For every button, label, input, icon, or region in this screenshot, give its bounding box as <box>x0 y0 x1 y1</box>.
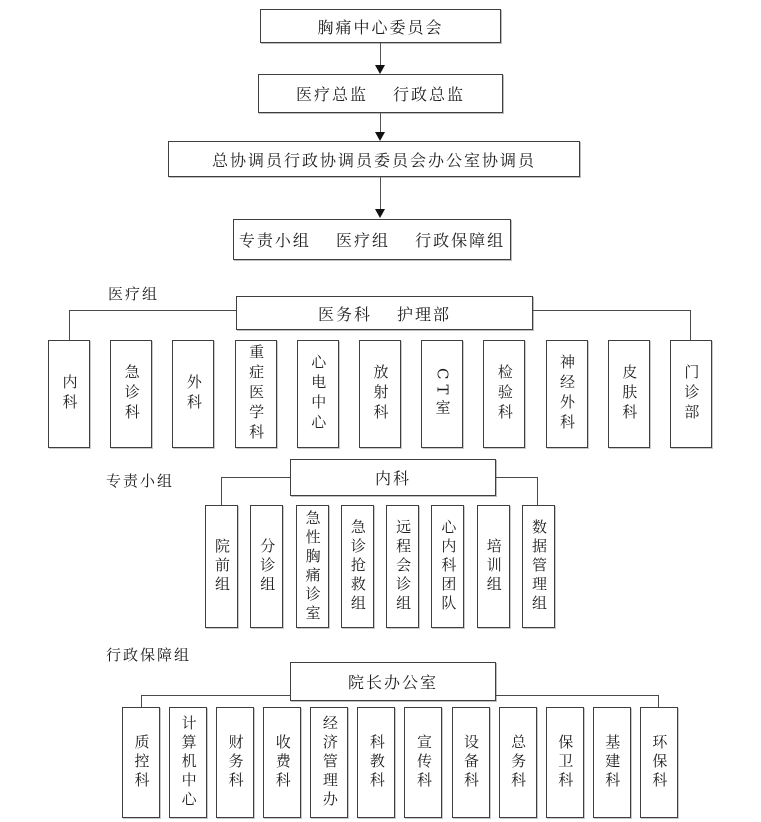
connector-line <box>380 113 381 133</box>
connector-line <box>533 310 691 340</box>
dept-box <box>593 707 631 818</box>
section-label-taskforce: 专责小组 <box>106 472 175 490</box>
medical-dept-row <box>48 340 712 448</box>
dept-box-label: 心电中心 <box>309 354 328 434</box>
dept-box-label: 神经外科 <box>558 354 576 434</box>
down-arrow-icon <box>375 209 385 218</box>
groups-box <box>233 219 511 260</box>
dept-box <box>310 707 348 818</box>
dept-box-label: 环保科 <box>650 734 669 791</box>
dept-box <box>357 707 395 818</box>
dept-box-label: 设备科 <box>462 734 481 791</box>
dept-box <box>640 707 678 818</box>
dept-box <box>452 707 490 818</box>
dept-box <box>546 707 584 818</box>
dept-box-label: 急性胸痛诊室 <box>303 509 322 624</box>
dept-box-label: 门诊部 <box>682 364 701 424</box>
dept-box <box>235 340 277 448</box>
dept-box-label: 放射科 <box>371 364 390 424</box>
directors-box <box>258 74 503 113</box>
dept-box <box>169 707 207 818</box>
dept-box <box>48 340 90 448</box>
dept-box-label: 院前组 <box>213 538 231 595</box>
dept-box <box>670 340 712 448</box>
dept-box-label: 急诊抢救组 <box>348 519 367 614</box>
committee-label: 胸痛中心委员会 <box>317 17 444 37</box>
dept-box-label: 保卫科 <box>556 734 575 791</box>
connector-line <box>380 177 381 210</box>
dept-box-label: CT室 <box>433 368 452 420</box>
medical-parent-box <box>236 296 533 330</box>
dept-box <box>216 707 254 818</box>
down-arrow-icon <box>375 132 385 141</box>
connector-line <box>380 43 381 66</box>
dept-box-label: 总务科 <box>509 734 528 791</box>
dept-box <box>297 340 339 448</box>
dept-box <box>431 505 464 628</box>
taskforce-parent-box <box>290 459 496 496</box>
connector-line <box>496 477 538 505</box>
groups-label: 专责小组 医疗组 行政保障组 <box>238 231 506 250</box>
dept-box-label: 内科 <box>60 374 79 414</box>
dept-box <box>122 707 160 818</box>
section-label-admin: 行政保障组 <box>106 646 192 664</box>
dept-box <box>386 505 419 628</box>
connector-line <box>141 695 290 707</box>
dept-box-label: 远程会诊组 <box>394 519 413 614</box>
dept-box <box>359 340 401 448</box>
dept-box-label: 基建科 <box>603 734 622 791</box>
dept-box-label: 外科 <box>184 374 203 414</box>
dept-box <box>608 340 650 448</box>
dept-box <box>341 505 374 628</box>
admin-dept-row <box>122 707 678 818</box>
connector-line <box>221 477 290 505</box>
dept-box <box>477 505 510 628</box>
medical-parent-label: 医务科 护理部 <box>317 304 452 324</box>
dept-box-label: 皮肤科 <box>620 364 639 424</box>
dept-box <box>296 505 329 628</box>
dept-box <box>522 505 555 628</box>
dept-box-label: 培训组 <box>484 538 503 595</box>
dept-box-label: 质控科 <box>132 734 151 791</box>
dept-box-label: 科教科 <box>367 734 386 791</box>
admin-parent-label: 院长办公室 <box>347 673 438 692</box>
dept-box <box>483 340 525 448</box>
dept-box-label: 急诊科 <box>122 364 141 424</box>
admin-parent-box <box>290 662 496 701</box>
dept-box-label: 收费科 <box>273 734 292 791</box>
dept-box <box>499 707 537 818</box>
connector-line <box>69 310 236 340</box>
taskforce-parent-label: 内科 <box>374 469 411 488</box>
dept-box <box>110 340 152 448</box>
dept-box <box>205 505 238 628</box>
directors-label: 医疗总监 行政总监 <box>295 85 466 104</box>
taskforce-dept-row <box>205 505 555 628</box>
dept-box-label: 心内科团队 <box>439 519 458 614</box>
dept-box-label: 财务科 <box>226 734 245 791</box>
dept-box-label: 数据管理组 <box>529 519 548 614</box>
dept-box <box>263 707 301 818</box>
dept-box-label: 经济管理办 <box>320 715 339 810</box>
dept-box <box>250 505 283 628</box>
dept-box <box>421 340 463 448</box>
dept-box-label: 计算机中心 <box>179 715 198 810</box>
section-label-medical: 医疗组 <box>108 285 160 303</box>
dept-box-label: 重症医学科 <box>247 344 266 444</box>
dept-box-label: 宣传科 <box>414 734 433 791</box>
connector-line <box>496 695 659 707</box>
down-arrow-icon <box>375 65 385 74</box>
dept-box <box>404 707 442 818</box>
dept-box <box>546 340 588 448</box>
dept-box <box>172 340 214 448</box>
coordinators-label: 总协调员行政协调员委员会办公室协调员 <box>211 150 536 170</box>
committee-box <box>260 9 501 43</box>
dept-box-label: 检验科 <box>495 364 514 424</box>
dept-box-label: 分诊组 <box>258 538 277 595</box>
coordinators-box <box>168 141 580 177</box>
